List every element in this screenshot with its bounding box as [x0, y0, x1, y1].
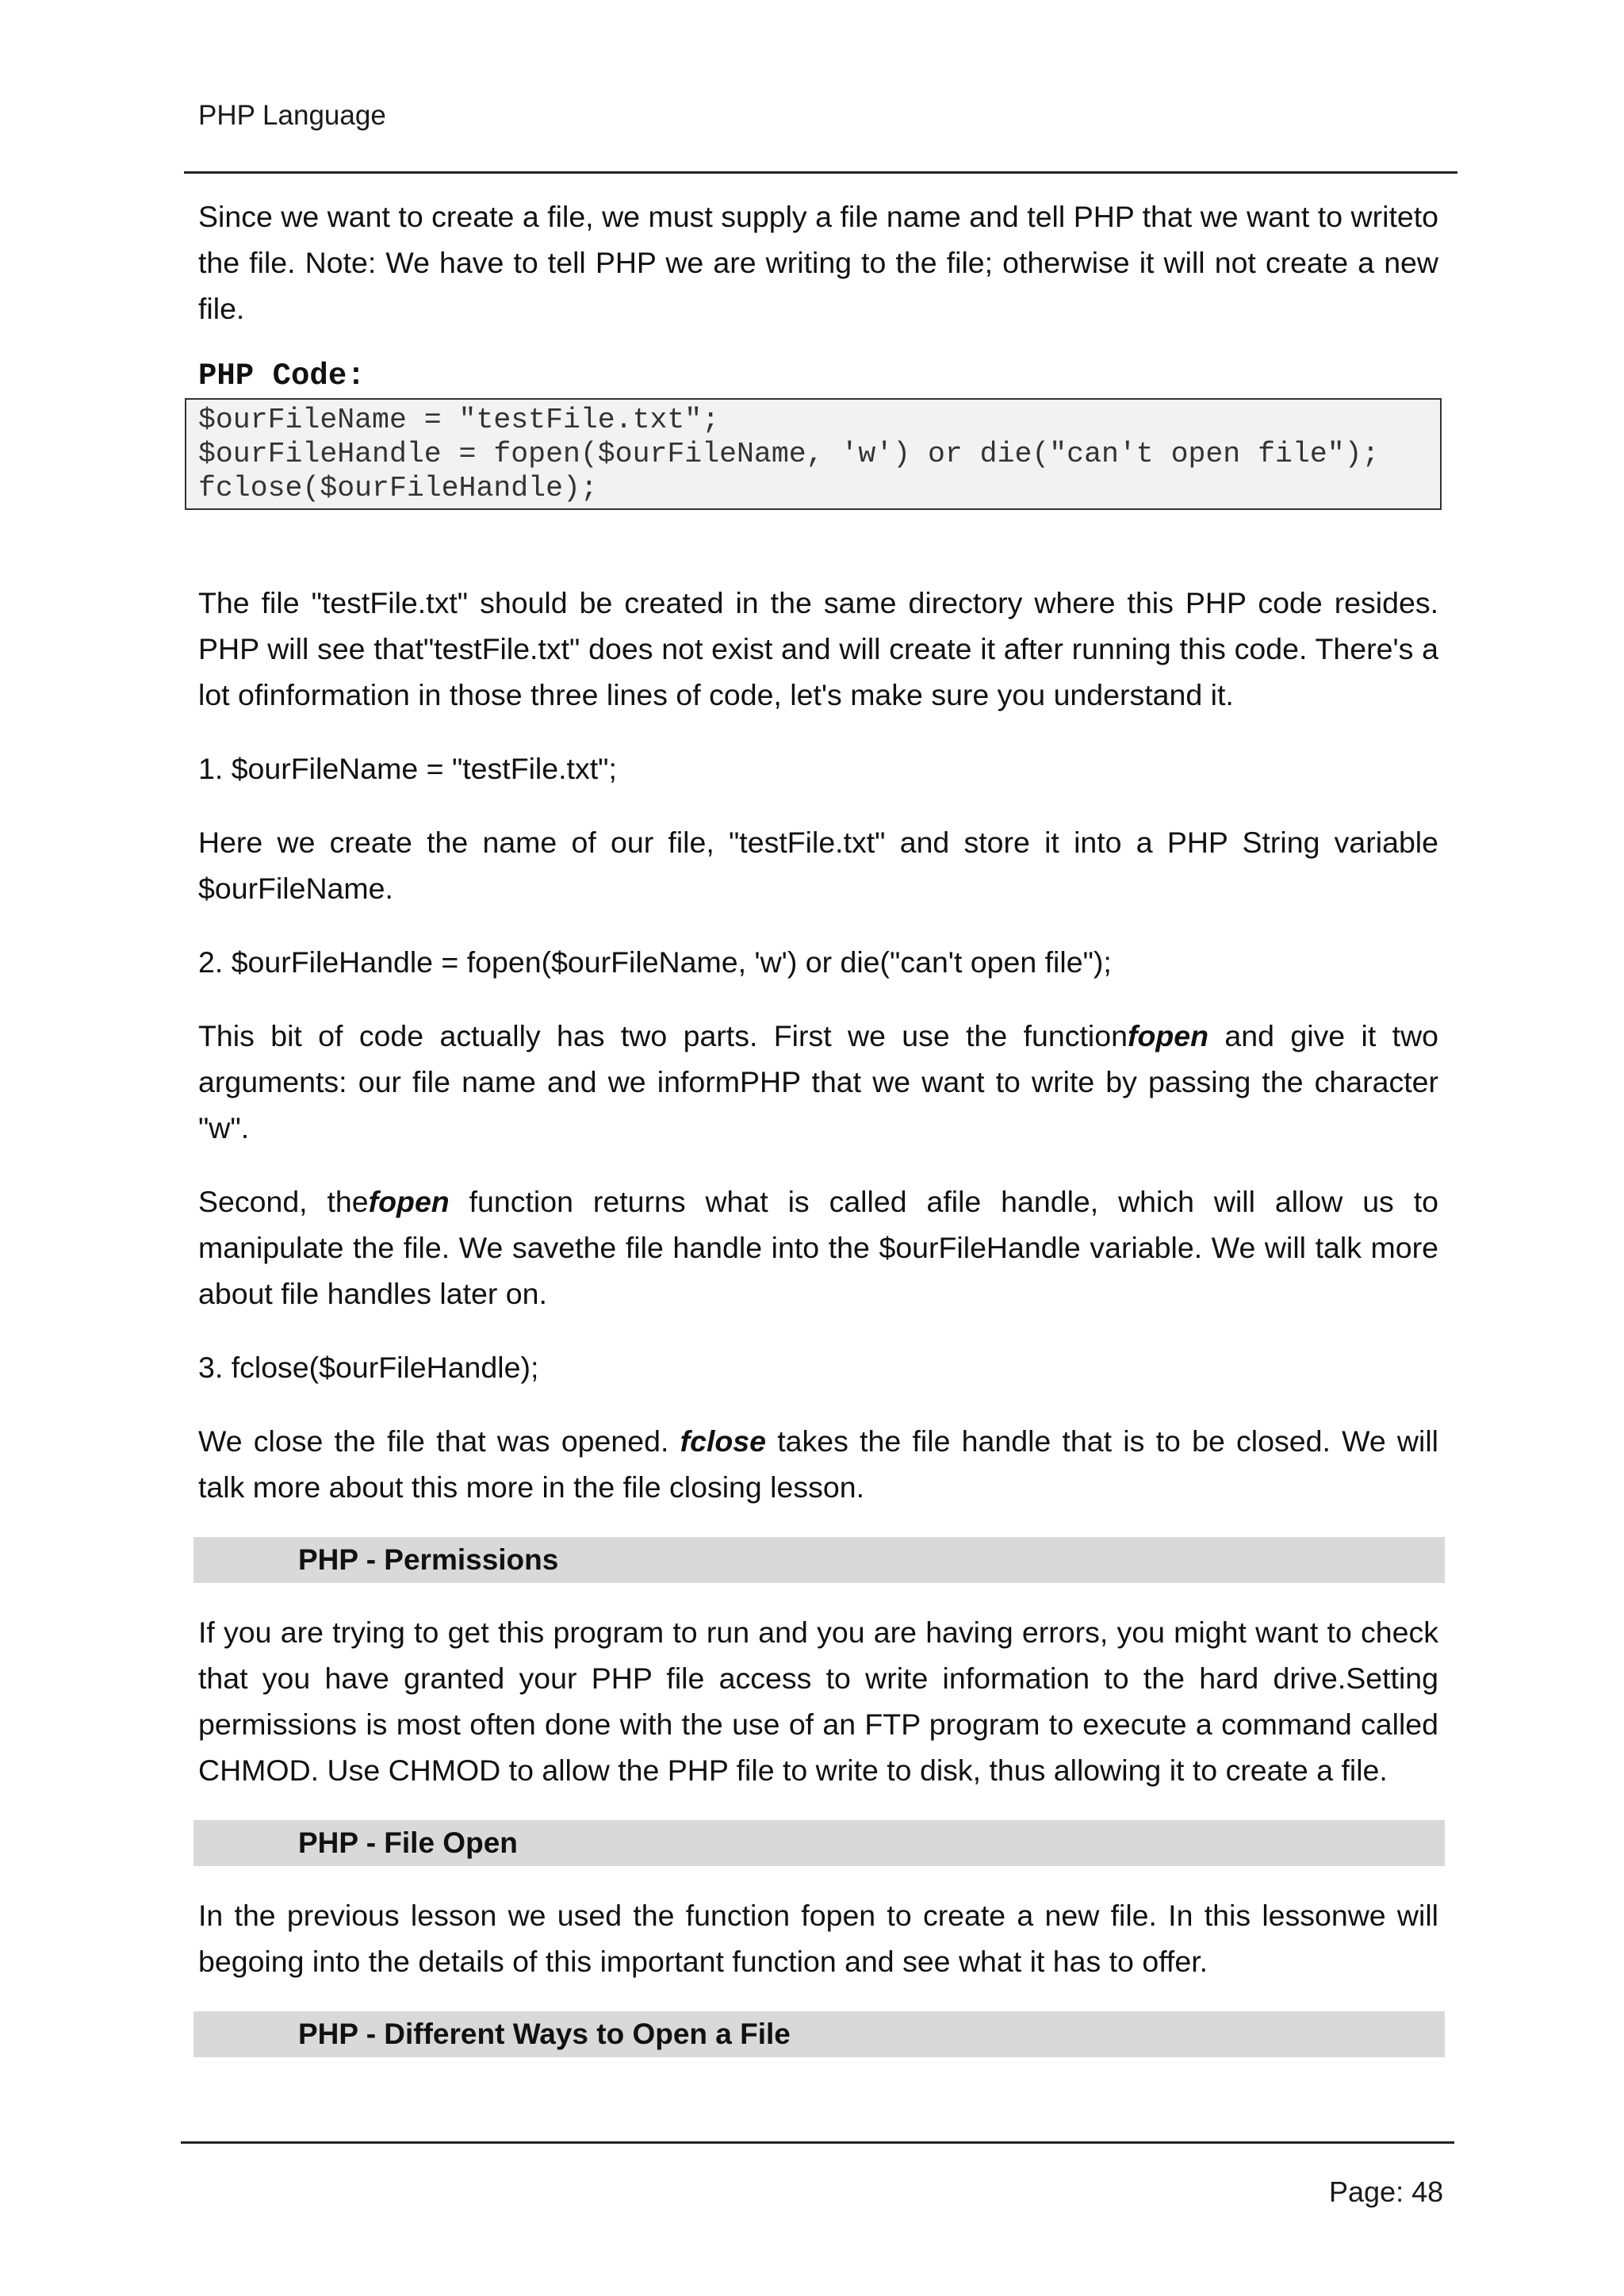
- step-2-description-2: [198, 1179, 1438, 1317]
- code-line: $ourFileName = "testFile.txt";: [198, 404, 720, 436]
- page-content: [198, 194, 1438, 2057]
- intro-paragraph: Since we want to create a file, we must supply a file name and tell PHP that we want to writeto the file. Note: We have to tell PHP we are writing to the file; otherwise it will not create a new file.: [198, 200, 1438, 325]
- file-created-paragraph: The file "testFile.txt" should be created in the same directory where this PHP code resides. PHP will see that"testFile.txt" does not exist and will create it after running this code. There's a lot ofinformation in those three lines of code, let's make sure you understand it.: [198, 586, 1438, 711]
- fclose-emphasis: fclose: [680, 1424, 767, 1458]
- text-run: We close the file that was opened.: [198, 1424, 680, 1458]
- step-2: 2. $ourFileHandle = fopen($ourFileName, 'w') or die("can't open file");: [198, 945, 1112, 979]
- step-1-description: Here we create the name of our file, "testFile.txt" and store it into a PHP String variable $ourFileName.: [198, 826, 1438, 905]
- code-line: $ourFileHandle = fopen($ourFileName, 'w') or die("can't open file");: [198, 438, 1380, 470]
- code-block: [185, 398, 1442, 510]
- step-2-description: [198, 1013, 1438, 1151]
- code-line: fclose($ourFileHandle);: [198, 472, 598, 504]
- text-run: function returns what is called afile handle, which will allow us to manipulate the file. We savethe file handle into the $ourFileHandle variable. We will talk more about file handles later on.: [198, 1185, 1438, 1310]
- fopen-emphasis: fopen: [368, 1185, 450, 1218]
- page-header: PHP Language: [198, 100, 386, 131]
- text-run: This bit of code actually has two parts. First we use the function: [198, 1019, 1128, 1052]
- fopen-emphasis: fopen: [1127, 1019, 1209, 1052]
- step-1: 1. $ourFileName = "testFile.txt";: [198, 752, 617, 785]
- header-rule: [184, 171, 1457, 174]
- step-3: 3. fclose($ourFileHandle);: [198, 1351, 539, 1384]
- section-heading-permissions: PHP - Permissions: [193, 1537, 1445, 1583]
- text-run: Second, the: [198, 1185, 369, 1218]
- section-heading-open-ways: PHP - Different Ways to Open a File: [193, 2011, 1445, 2057]
- text-run: takes the file handle that is to be closed. We will talk more about this more in the file closing lesson.: [198, 1424, 1438, 1504]
- page-number: Page: 48: [1329, 2175, 1444, 2208]
- permissions-paragraph: If you are trying to get this program to run and you are having errors, you might want to check that you have granted your PHP file access to write information to the hard drive.Setting permissions is most often done with the use of an FTP program to execute a command called CHMOD. Use CHMOD to allow the PHP file to write to disk, thus allowing it to create a file.: [198, 1616, 1438, 1787]
- code-title: PHP Code:: [198, 358, 366, 393]
- footer-rule: [181, 2141, 1454, 2144]
- text-run: and give it two arguments: our file name and we informPHP that we want to write by passing the character "w".: [198, 1019, 1438, 1144]
- file-open-paragraph: In the previous lesson we used the function fopen to create a new file. In this lessonwe will begoing into the details of this important function and see what it has to offer.: [198, 1899, 1438, 1978]
- section-heading-file-open: PHP - File Open: [193, 1820, 1445, 1866]
- step-3-description: [198, 1418, 1438, 1510]
